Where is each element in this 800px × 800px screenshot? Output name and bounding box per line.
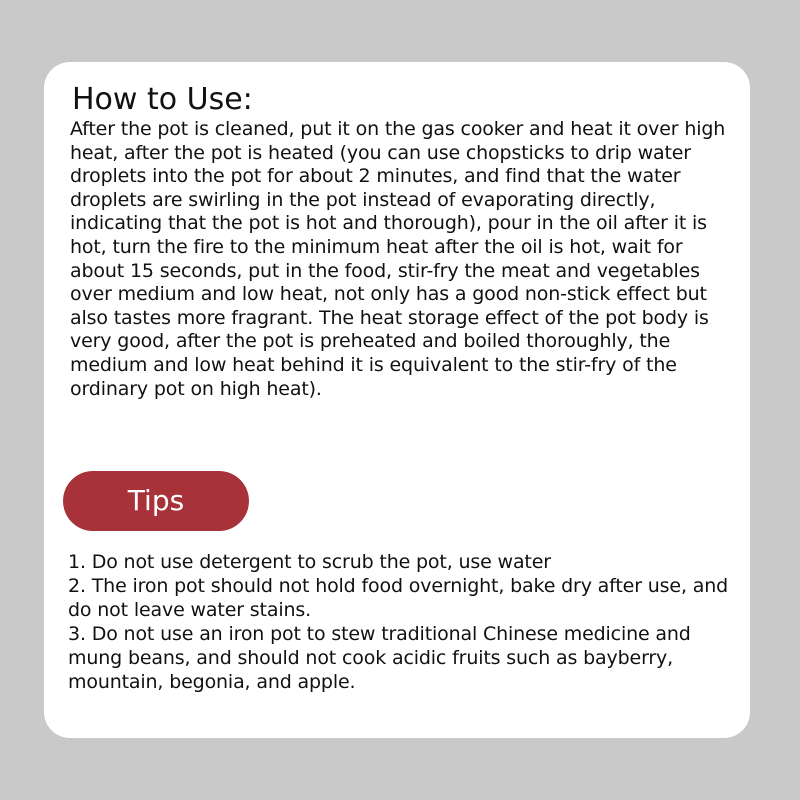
how-to-use-heading: How to Use: [72,82,253,117]
tip-item: 1. Do not use detergent to scrub the pot, use water [68,551,551,573]
tips-list [68,550,744,694]
instructions-paragraph: After the pot is cleaned, put it on the gas cooker and heat it over high heat, after the pot is heated (you can use chopsticks to drip water droplets into the pot for about 2 minutes, and find that the water droplets are swirling in the pot instead of evaporating directly, indicating that the pot is hot and thorough), pour in the oil after it is hot, turn the fire to the minimum heat after the oil is hot, wait for about 15 seconds, put in the food, stir-fry the meat and vegetables over medium and low heat, not only has a good non-stick effect but also tastes more fragrant. The heat storage effect of the pot body is very good, after the pot is preheated and boiled thoroughly, the medium and low heat behind it is equivalent to the stir-fry of the ordinary pot on high heat). [70,118,726,400]
tips-badge: Tips [63,471,249,531]
instructions-card [44,62,750,738]
tip-item: 2. The iron pot should not hold food overnight, bake dry after use, and do not leave water stains. [68,575,729,621]
tip-item: 3. Do not use an iron pot to stew traditional Chinese medicine and mung beans, and should not cook acidic fruits such as bayberry, mountain, begonia, and apple. [68,623,691,693]
